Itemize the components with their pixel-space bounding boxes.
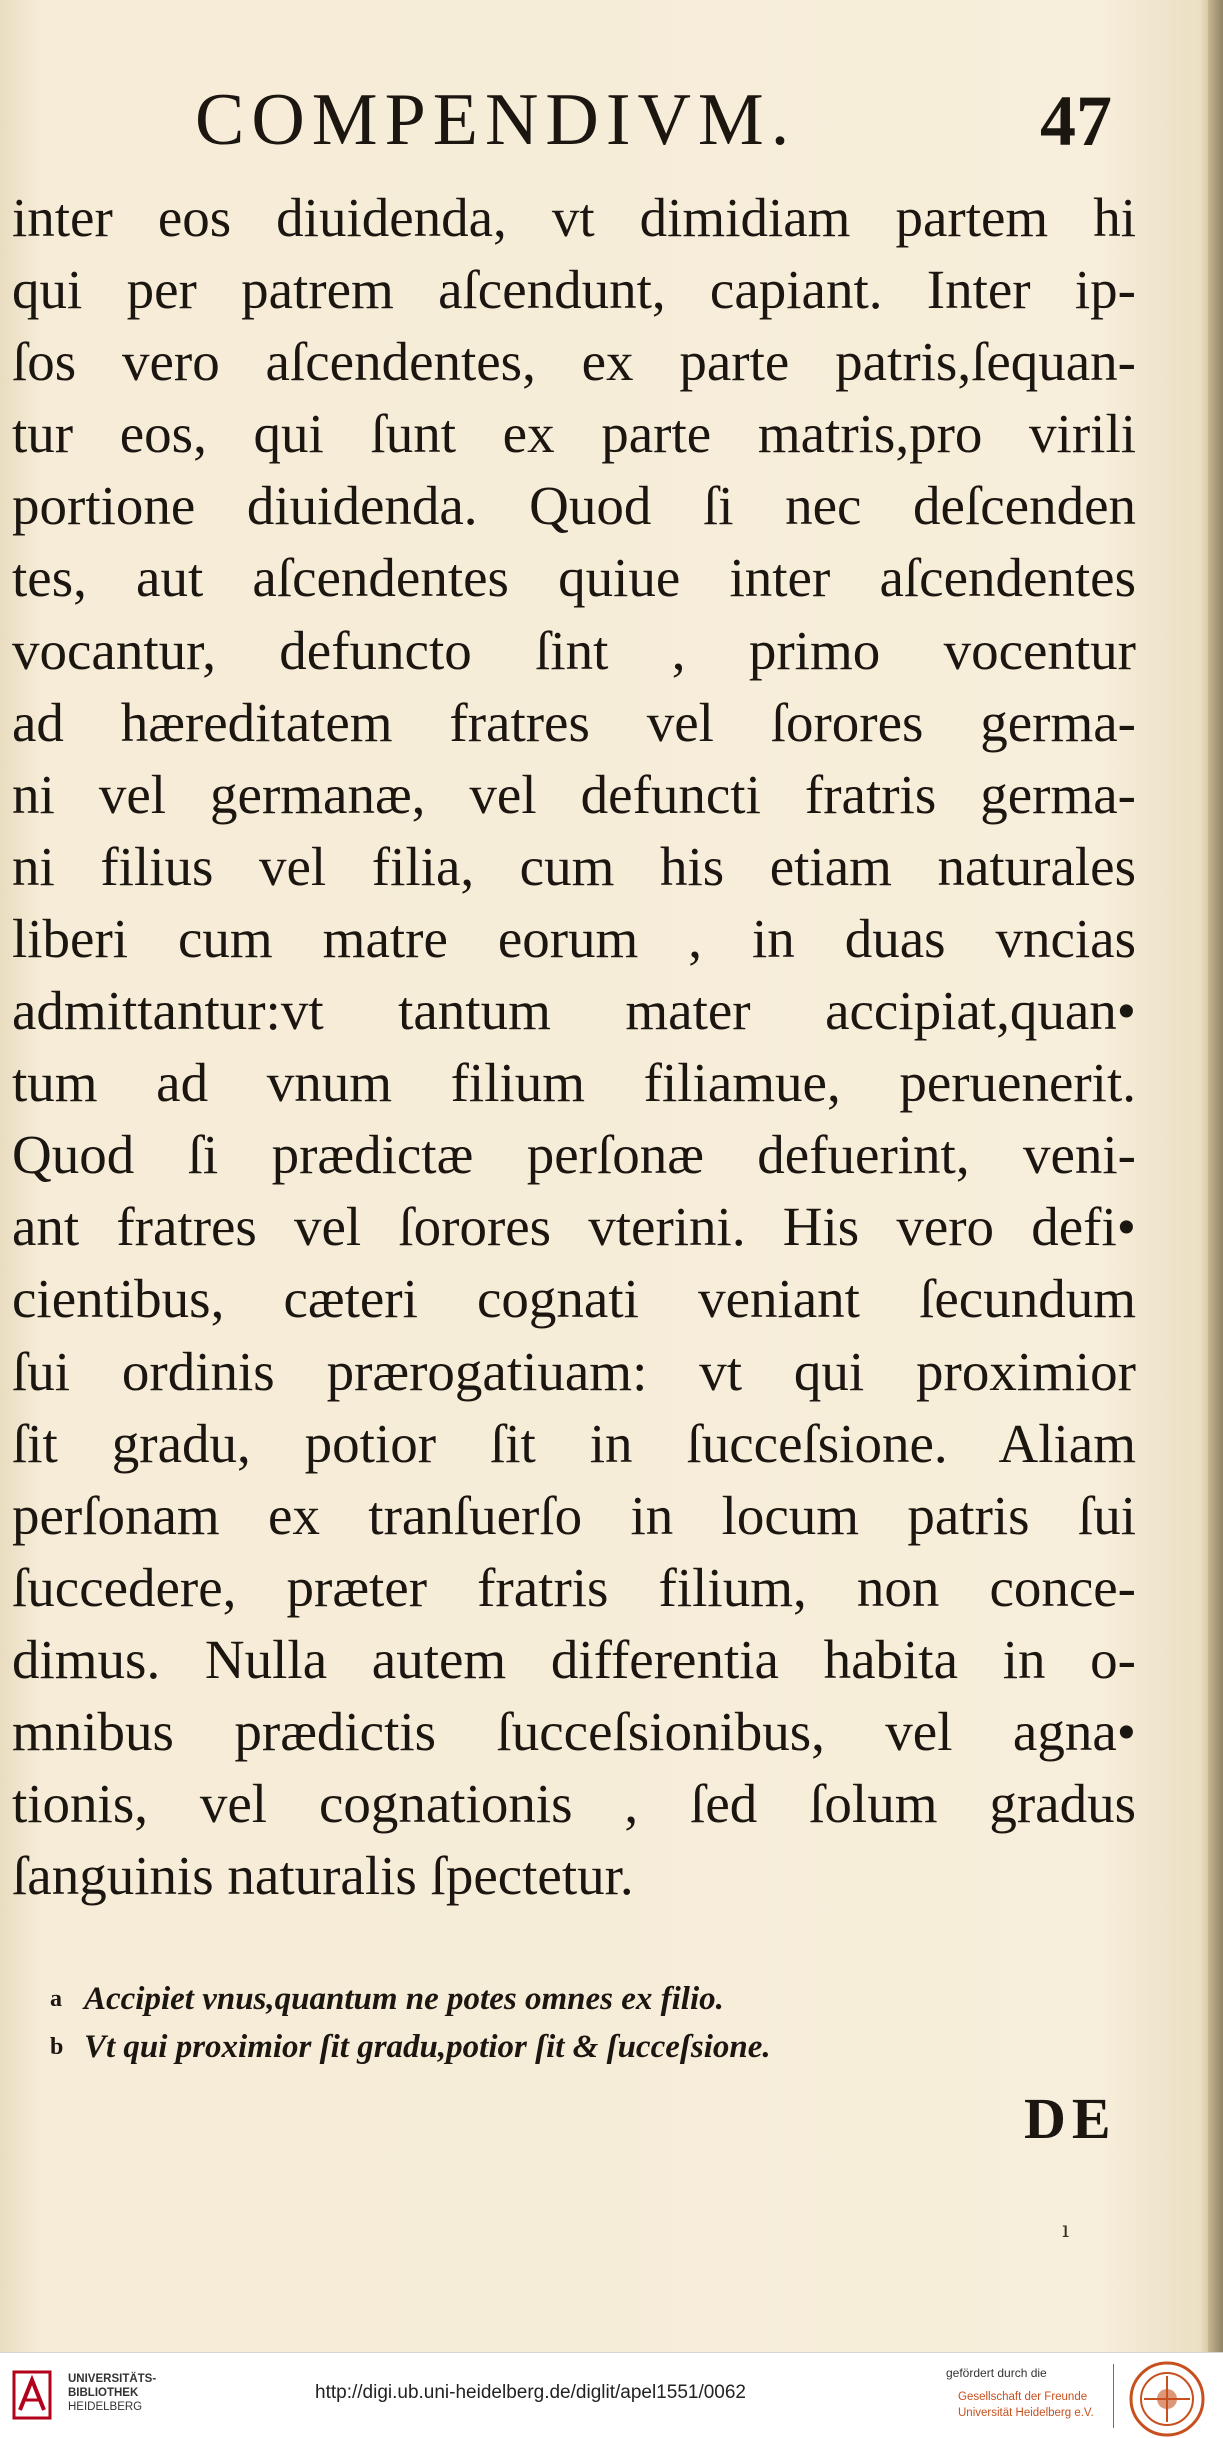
text-line: ſui ordinis prærogatiuam: vt qui proximior — [12, 1340, 1136, 1402]
text-line: tum ad vnum filium filiamue, peruenerit. — [12, 1052, 1136, 1114]
text-line: ſuccedere, præter fratris filium, non conce- — [12, 1556, 1136, 1618]
text-line: cientibus, cæteri cognati veniant ſecundum — [12, 1268, 1136, 1330]
text-line: mnibus prædictis ſucceſsionibus, vel agna• — [12, 1700, 1136, 1762]
library-name: UNIVERSITÄTS- BIBLIOTHEK HEIDELBERG — [68, 2373, 157, 2413]
text-line: portione diuidenda. Quod ſi nec deſcenden — [12, 475, 1136, 537]
catchword: DE — [1024, 2086, 1117, 2151]
text-line: ni filius vel filia, cum his etiam naturales — [12, 835, 1136, 897]
footnote-marker: a — [50, 1986, 62, 2012]
marginal-notes — [50, 1975, 990, 2071]
text-line: ad hæreditatem fratres vel ſorores germa- — [12, 691, 1136, 753]
text-line: dimus. Nulla autem differentia habita in o- — [12, 1628, 1136, 1690]
page-edge — [1208, 0, 1223, 2352]
running-head: COMPENDIVM. — [195, 79, 797, 161]
footnote — [50, 2023, 990, 2071]
text-line: ant fratres vel ſorores vterini. His vero defi• — [12, 1196, 1136, 1258]
text-line: ſanguinis naturalis ſpectetur. — [12, 1845, 634, 1907]
divider — [1113, 2364, 1114, 2428]
footnote-marker: b — [50, 2034, 64, 2060]
text-line: qui per patrem aſcendunt, capiant. Inter ip- — [12, 259, 1136, 321]
text-line: perſonam ex tranſuerſo in locum patris ſui — [12, 1484, 1136, 1546]
university-library-logo-icon — [12, 2370, 52, 2420]
society-name: Gesellschaft der Freunde Universität Heidelberg e.V. — [958, 2391, 1094, 2419]
text-line: admittantur:vt tantum mater accipiat,quan• — [12, 980, 1136, 1042]
footnote-text: Vt qui proximior ſit gradu,potior ſit & ſucceſsione. — [84, 2029, 771, 2065]
footnote-text: Accipiet vnus,quantum ne potes omnes ex filio. — [84, 1981, 724, 2017]
text-line: ſos vero aſcendentes, ex parte patris,ſequan- — [12, 331, 1136, 393]
university-seal-icon — [1128, 2360, 1206, 2438]
text-line: ſit gradu, potior ſit in ſucceſsione. Aliam — [12, 1412, 1136, 1474]
text-line: Quod ſi prædictæ perſonæ defuerint, veni- — [12, 1124, 1136, 1186]
permalink-url[interactable]: http://digi.ub.uni-heidelberg.de/diglit/apel1551/0062 — [315, 2382, 746, 2403]
text-line: liberi cum matre eorum , in duas vncias — [12, 907, 1136, 969]
text-line: tes, aut aſcendentes quiue inter aſcendentes — [12, 547, 1136, 609]
text-line: tur eos, qui ſunt ex parte matris,pro virili — [12, 403, 1136, 465]
text-line: ni vel germanæ, vel defuncti fratris germa- — [12, 763, 1136, 825]
text-line: vocantur, defuncto ſint , primo vocentur — [12, 619, 1136, 681]
body-text — [12, 182, 1136, 1912]
page-number: 47 — [1040, 81, 1112, 161]
ink-speck: ı — [1062, 2218, 1070, 2243]
footnote — [50, 1975, 990, 2023]
text-line: tionis, vel cognationis , ſed ſolum gradus — [12, 1773, 1136, 1835]
funded-by-label: gefördert durch die — [946, 2366, 1047, 2380]
text-line: inter eos diuidenda, vt dimidiam partem hi — [12, 187, 1136, 248]
